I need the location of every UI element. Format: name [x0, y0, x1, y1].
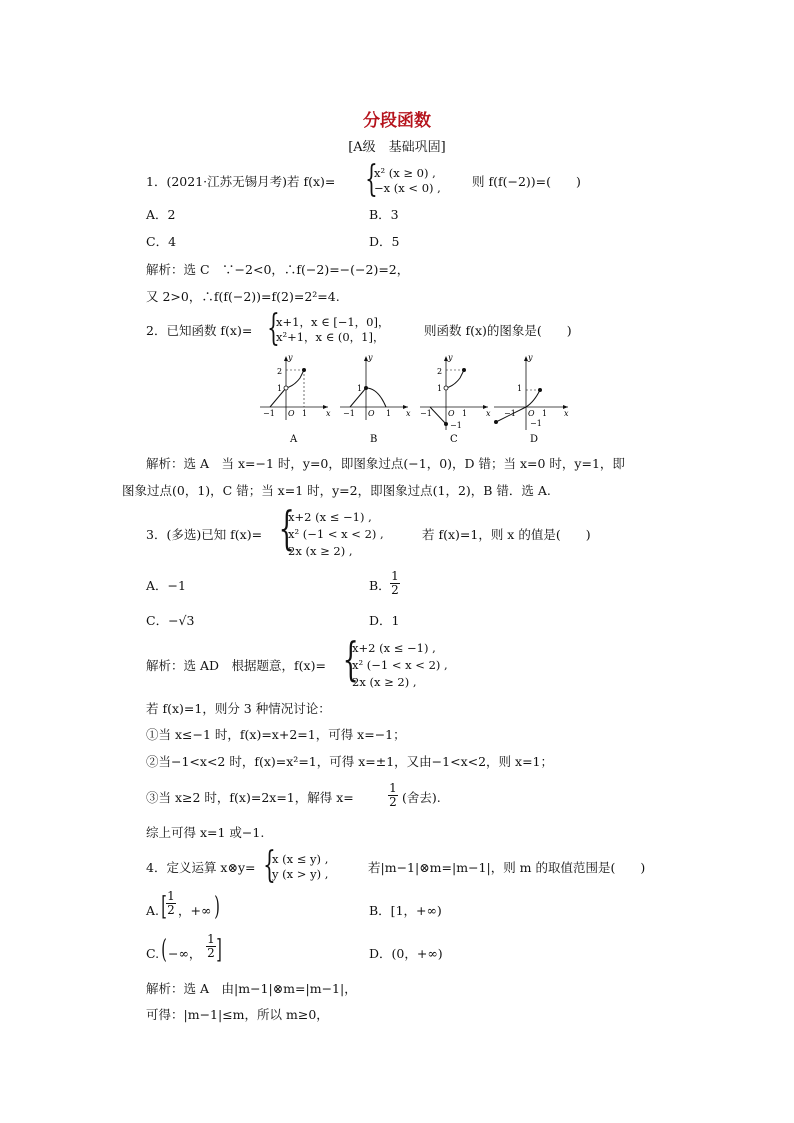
tick-y1: 1: [277, 384, 283, 393]
q3-option-c[interactable]: C．−√3: [146, 613, 195, 628]
q1-option-d[interactable]: D．5: [369, 234, 400, 249]
tick-yneg1: −1: [450, 421, 462, 430]
q4-option-a-fraction: 1 2: [167, 889, 175, 917]
q4-option-c-right-bracket: ]: [216, 935, 222, 965]
q3-solution-line-3: ②当−1<x<2 时，f(x)=x²=1，可得 x=±1，又由−1<x<2，则 x=1；: [146, 754, 553, 769]
q4-option-c-left-paren: (: [161, 935, 167, 965]
graph-a-label: A: [290, 434, 298, 445]
q4-solution-line-2: 可得：|m−1|≤m，所以 m≥0，: [146, 1007, 329, 1022]
tick-neg1: −1: [504, 409, 516, 418]
q2-solution-line-2: 图象过点(0，1)，C 错；当 x=1 时，y=2，即图象过点(1，2)，B 错．选 A.: [122, 483, 551, 498]
q3-case-1: x+2 (x ≤ −1) ,: [288, 510, 372, 524]
tick-yneg1: −1: [530, 419, 542, 428]
q3-option-b-fraction: 1 2: [391, 569, 399, 597]
graph-a[interactable]: [260, 353, 331, 445]
tick-y2: 2: [277, 367, 283, 376]
q3-sol-case-3: 2x (x ≥ 2) ,: [352, 675, 417, 689]
axis-y-label: y: [288, 353, 293, 362]
q1-option-b[interactable]: B．3: [369, 207, 399, 222]
q1-question: 则 f(f(−2))=( ): [472, 174, 581, 189]
q3-option-d[interactable]: D．1: [369, 613, 400, 628]
q4-option-d[interactable]: D．(0，+∞): [369, 946, 443, 961]
origin-label: O: [368, 409, 375, 418]
q3-stem: 3．(多选)已知 f(x)=: [146, 527, 263, 542]
axis-x-label: x: [326, 409, 331, 418]
q4-option-c-fraction: 1 2: [207, 932, 215, 960]
q3-case-2: x² (−1 < x < 2) ,: [288, 527, 384, 541]
q3-solution-fraction: 1 2: [389, 781, 397, 809]
q3-solution-head: 解析：选 AD 根据题意，f(x)=: [146, 658, 326, 673]
graph-b[interactable]: [340, 353, 411, 445]
q1-solution-line-1: 解析：选 C ∵−2<0，∴f(−2)=−(−2)=2，: [146, 262, 410, 277]
tick-y1: 1: [437, 384, 443, 393]
tick-1: 1: [386, 409, 392, 418]
tick-neg1: −1: [263, 409, 275, 418]
tick-y2: 2: [437, 367, 443, 376]
graph-c-label: C: [450, 434, 458, 445]
origin-label: O: [448, 409, 455, 418]
q3-option-b[interactable]: B．: [369, 578, 391, 593]
q4-case-2: y (x > y) ,: [272, 867, 329, 881]
q3-solution-brace: {: [342, 632, 359, 686]
q3-solution-line-4: ③当 x≥2 时，f(x)=2x=1，解得 x=: [146, 790, 354, 805]
axis-x-label: x: [564, 409, 569, 418]
axis-y-label: y: [528, 353, 533, 362]
q3-solution-line-1: 若 f(x)=1，则分 3 种情况讨论：: [146, 701, 331, 716]
graph-d-label: D: [530, 434, 539, 445]
q4-option-a[interactable]: A.: [146, 903, 160, 918]
q4-stem: 4．定义运算 x⊗y=: [146, 860, 256, 875]
q4-option-c-text: −∞，: [168, 946, 202, 961]
q2-brace: {: [267, 308, 280, 349]
q4-option-b[interactable]: B．[1，+∞): [369, 903, 442, 918]
axis-y-label: y: [448, 353, 453, 362]
q4-option-a-left-bracket: [: [161, 892, 167, 922]
q4-solution-line-1: 解析：选 A 由|m−1|⊗m=|m−1|，: [146, 981, 357, 996]
q1-case-1: x² (x ≥ 0) ,: [374, 166, 436, 180]
q4-brace: {: [263, 845, 276, 886]
graph-d[interactable]: [494, 353, 569, 445]
graph-c[interactable]: [420, 353, 491, 445]
tick-y1: 1: [517, 384, 523, 393]
q2-solution-line-1: 解析：选 A 当 x=−1 时，y=0，即图象过点(−1，0)，D 错；当 x=0 时，y=1，即: [146, 456, 625, 471]
tick-1: 1: [302, 409, 308, 418]
tick-neg1: −1: [343, 409, 355, 418]
q3-case-3: 2x (x ≥ 2) ,: [288, 544, 353, 558]
q3-option-a[interactable]: A．−1: [146, 578, 186, 593]
q3-sol-case-1: x+2 (x ≤ −1) ,: [352, 641, 436, 655]
q1-stem: 1．(2021·江苏无锡月考)若 f(x)=: [146, 174, 336, 189]
tick-1: 1: [542, 409, 548, 418]
q4-case-1: x (x ≤ y) ,: [272, 852, 329, 866]
axis-x-label: x: [486, 409, 491, 418]
q1-option-c[interactable]: C．4: [146, 234, 177, 249]
q2-graph-options: [250, 350, 570, 450]
q1-brace: {: [365, 159, 378, 200]
graph-b-label: B: [370, 434, 378, 445]
q3-solution-line-5: 综上可得 x=1 或−1.: [146, 825, 265, 840]
q4-option-a-right-paren: ): [214, 892, 220, 922]
q3-question: 若 f(x)=1，则 x 的值是( ): [422, 527, 591, 542]
origin-label: O: [288, 409, 295, 418]
q1-solution-line-2: 又 2>0，∴f(f(−2))=f(2)=2²=4.: [146, 289, 340, 304]
section-level-label: [A级 基础巩固]: [348, 140, 446, 155]
q3-sol-case-2: x² (−1 < x < 2) ,: [352, 658, 448, 672]
q3-solution-line-2: ①当 x≤−1 时，f(x)=x+2=1，可得 x=−1；: [146, 727, 406, 742]
axis-x-label: x: [406, 409, 411, 418]
q2-stem: 2．已知函数 f(x)=: [146, 323, 253, 338]
q4-option-c[interactable]: C.: [146, 946, 160, 961]
q2-case-2: x²+1，x ∈ (0，1]，: [276, 330, 385, 344]
tick-neg1: −1: [420, 409, 432, 418]
q3-brace: {: [278, 501, 295, 555]
q4-option-a-tail: ，+∞: [178, 903, 212, 918]
tick-1: 1: [462, 409, 468, 418]
q2-question: 则函数 f(x)的图象是( ): [424, 323, 572, 338]
q1-case-2: −x (x < 0) ,: [374, 181, 441, 195]
axis-y-label: y: [368, 353, 373, 362]
tick-y1: 1: [357, 384, 363, 393]
origin-label: O: [528, 409, 535, 418]
page-title: 分段函数: [363, 111, 431, 131]
q4-question: 若|m−1|⊗m=|m−1|，则 m 的取值范围是( ): [368, 860, 646, 875]
q1-option-a[interactable]: A．2: [146, 207, 176, 222]
q3-solution-line-4-tail: (舍去).: [402, 790, 441, 805]
q2-case-1: x+1，x ∈ [−1，0]，: [276, 315, 390, 329]
